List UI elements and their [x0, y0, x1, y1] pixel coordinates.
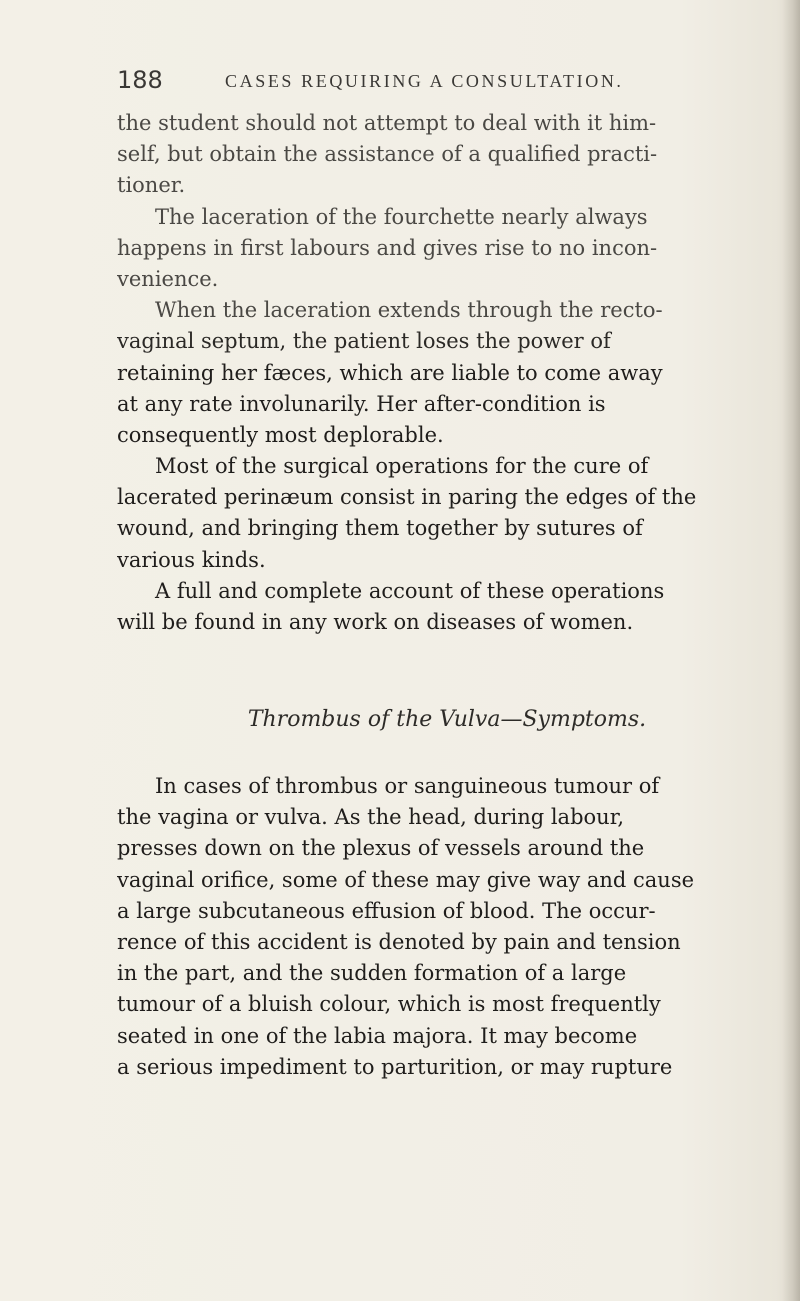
running-head: CASES REQUIRING A CONSULTATION.	[225, 71, 624, 91]
text-line: lacerated perinæum consist in paring the edges of the	[117, 485, 697, 510]
section-heading: Thrombus of the Vulva—Symptoms.	[247, 707, 647, 732]
text-line: consequently most deplorable.	[117, 422, 444, 447]
text-line: The laceration of the fourchette nearly always	[155, 204, 648, 229]
text-line: happens in first labours and gives rise to no incon-	[117, 235, 658, 260]
text-line: self, but obtain the assistance of a qualified practi-	[117, 142, 658, 167]
page-header	[117, 62, 757, 96]
text-line: tumour of a bluish colour, which is most frequently	[117, 992, 661, 1017]
text-line: rence of this accident is denoted by pain and tension	[117, 929, 681, 954]
text-line: When the laceration extends through the recto-	[155, 298, 663, 323]
text-line: tioner.	[117, 173, 186, 198]
page-number: 188	[117, 66, 163, 94]
text-line: will be found in any work on diseases of women.	[117, 610, 634, 634]
text-line: a large subcutaneous effusion of blood. The occur-	[117, 898, 656, 923]
body-text-section-1	[117, 108, 777, 638]
page-edge-shadow	[782, 0, 800, 1301]
text-line: venience.	[117, 266, 219, 291]
text-line: vaginal orifice, some of these may give way and cause	[117, 867, 695, 892]
body-text-section-2	[117, 771, 777, 1083]
text-line: in the part, and the sudden formation of a large	[117, 961, 627, 986]
text-line: at any rate involunarily. Her after-condition is	[117, 391, 606, 416]
text-line: seated in one of the labia majora. It may become	[117, 1023, 638, 1048]
text-line: a serious impediment to parturition, or may rupture	[117, 1054, 673, 1079]
text-line: the student should not attempt to deal with it him-	[117, 111, 657, 135]
text-line: A full and complete account of these operations	[155, 578, 665, 603]
text-line: retaining her fæces, which are liable to come away	[117, 360, 663, 385]
text-line: Most of the surgical operations for the cure of	[155, 454, 649, 479]
text-line: vaginal septum, the patient loses the power of	[117, 329, 611, 354]
text-line: various kinds.	[117, 547, 266, 572]
text-line: presses down on the plexus of vessels around the	[117, 836, 645, 861]
text-line: wound, and bringing them together by sutures of	[117, 516, 643, 541]
text-line: In cases of thrombus or sanguineous tumour of	[155, 774, 660, 798]
text-line: the vagina or vulva. As the head, during labour,	[117, 805, 625, 830]
